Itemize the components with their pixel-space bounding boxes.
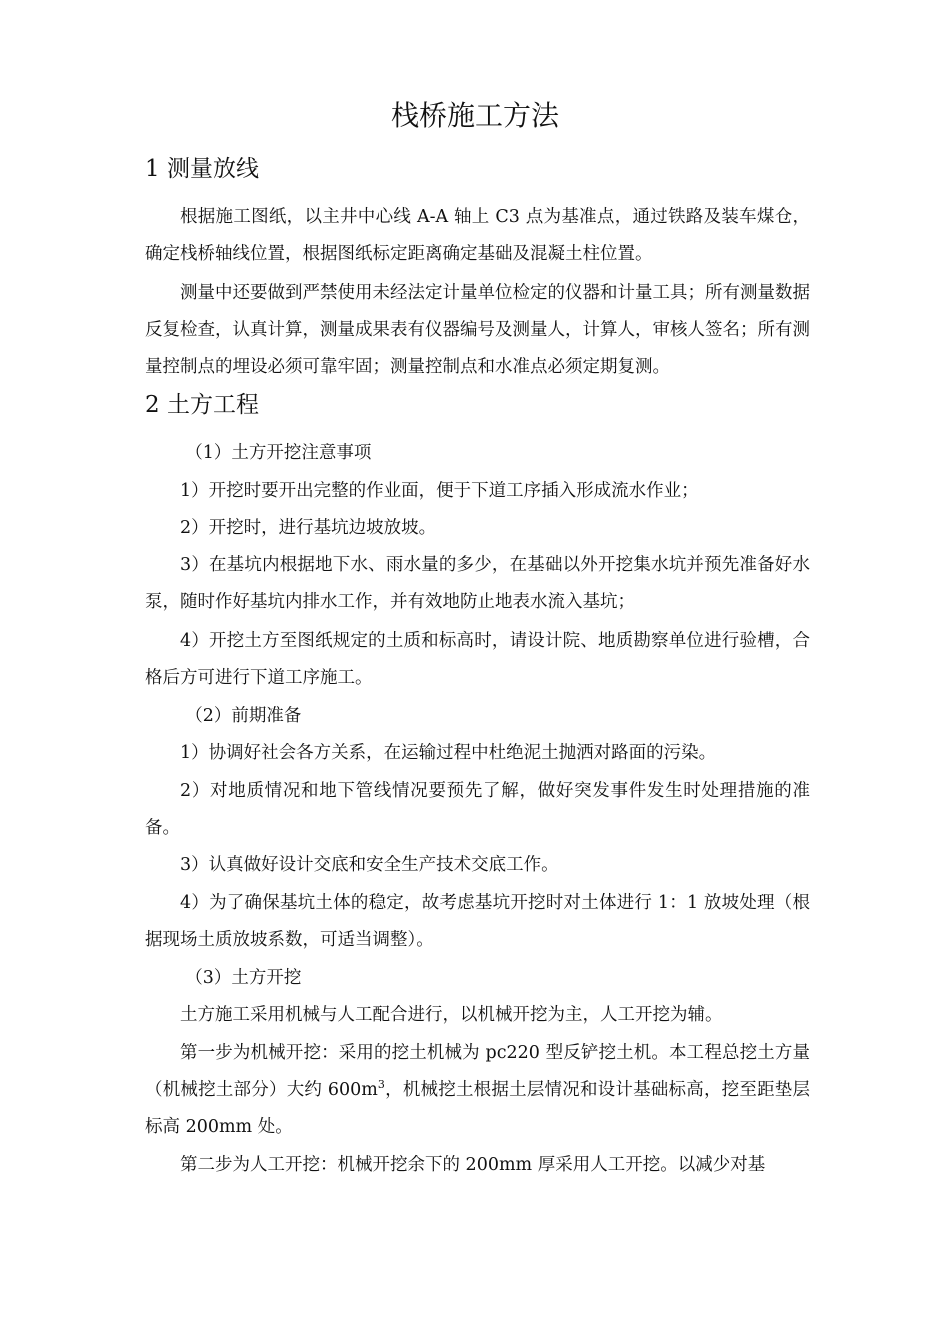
list-item: 3）在基坑内根据地下水、雨水量的多少，在基础以外开挖集水坑并预先准备好水泵，随时作好基坑内排水工作，并有效地防止地表水流入基坑； (145, 555, 810, 612)
section-2-heading: 2 土方工程 (145, 392, 259, 418)
list-item: 4）为了确保基坑土体的稳定，故考虑基坑开挖时对土体进行 1：1 放坡处理（根据现场土质放坡系数，可适当调整）。 (145, 893, 810, 950)
subsection-3-heading: （3）土方开挖 (185, 968, 302, 988)
list-item: 2）对地质情况和地下管线情况要预先了解，做好突发事件发生时处理措施的准备。 (145, 781, 810, 838)
section-1-heading: 1 测量放线 (145, 156, 259, 182)
list-item: 1）协调好社会各方关系，在运输过程中杜绝泥土抛洒对路面的污染。 (180, 743, 717, 763)
document-title: 栈桥施工方法 (390, 99, 559, 132)
section-1-paragraph-2: 测量中还要做到严禁使用未经法定计量单位检定的仪器和计量工具；所有测量数据反复检查，认真计算，测量成果表有仪器编号及测量人，计算人，审核人签名；所有测量控制点的埋设必须可靠牢固；测量控制点和水准点必须定期复测。 (145, 283, 810, 377)
superscript-unit: 3 (377, 1078, 385, 1092)
list-item: 1）开挖时要开出完整的作业面，便于下道工序插入形成流水作业； (180, 481, 699, 501)
list-item: 3）认真做好设计交底和安全生产技术交底工作。 (180, 855, 559, 875)
subsection-2-heading: （2）前期准备 (185, 706, 302, 726)
section-2-paragraph-2 (145, 1035, 810, 1146)
section-2-paragraph-1: 土方施工采用机械与人工配合进行，以机械开挖为主，人工开挖为辅。 (180, 1005, 723, 1025)
section-1-paragraph-1: 根据施工图纸，以主井中心线 A-A 轴上 C3 点为基准点，通过铁路及装车煤仓，确定栈桥轴线位置，根据图纸标定距离确定基础及混凝土柱位置。 (145, 207, 810, 264)
subsection-1-heading: （1）土方开挖注意事项 (185, 443, 372, 463)
list-item: 4）开挖土方至图纸规定的土质和标高时，请设计院、地质勘察单位进行验槽，合格后方可进行下道工序施工。 (145, 631, 810, 688)
list-item: 2）开挖时，进行基坑边坡放坡。 (180, 518, 437, 538)
section-2-paragraph-3: 第二步为人工开挖：机械开挖余下的 200mm 厚采用人工开挖。以减少对基 (180, 1155, 766, 1175)
paragraph-text: ，机械挖土根据土层情况和设计基础标高，挖至距垫层标高 200mm 处。 (145, 1080, 811, 1137)
paragraph-text: 第一步为机械开挖：采用的挖土机械为 pc220 型反铲挖土机。本工程总挖土方量（机械挖土部分）大约 600m (145, 1043, 810, 1100)
